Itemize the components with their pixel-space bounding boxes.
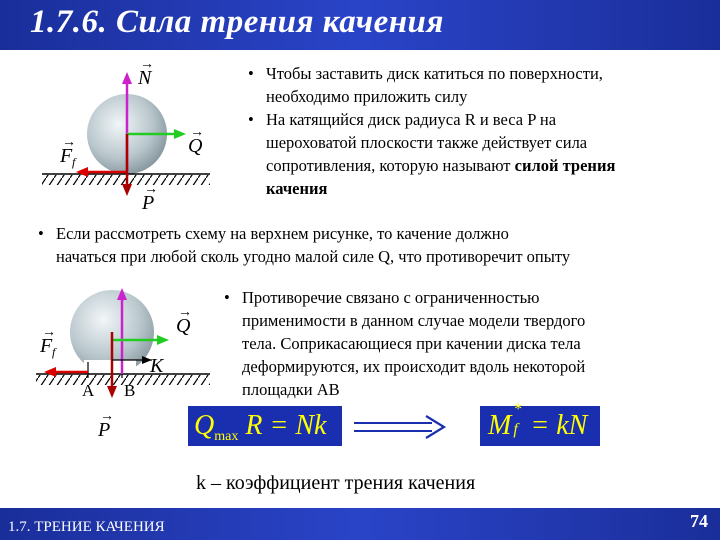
bullet-2-line2: шероховатой плоскости также действует сила [266,133,588,152]
label-b-bottom: B [124,381,136,400]
formula-right-m: M [488,410,512,441]
implication-arrow [352,414,452,440]
svg-text:→: → [190,125,204,140]
label-q-bottom: Q [176,315,191,337]
label-k-bottom: K [150,355,164,377]
formula-right [480,401,600,446]
formula-left [188,406,342,446]
formula-left-q: Q [194,410,215,441]
bullet-2-line3: сопротивления, которую называют [266,156,511,175]
footer-section: 1.7. ТРЕНИЕ КАЧЕНИЯ [8,519,165,535]
slide-title: 1.7.6. Сила трения качения [30,4,444,40]
label-f-sub-top: f [72,155,76,169]
title-bar [0,0,720,50]
disk-diagram-top [30,58,230,216]
svg-text:→: → [42,325,56,340]
bullet-2-line3-bold: силой трения [514,156,616,175]
label-n-top: N [138,67,152,89]
svg-text:→: → [140,58,154,72]
label-f-bottom: F [40,335,53,357]
footer-bar [0,508,720,540]
svg-text:→: → [178,305,192,320]
bullet-right-line3: тела. Соприкасающиеся при качении диска тела [242,334,581,353]
label-a-bottom: A [82,381,95,400]
bullet-1-line1: Чтобы заставить диск катиться по поверхности, [266,64,603,83]
svg-text:→: → [144,182,158,197]
bullets-top: • Чтобы заставить диск катиться по поверхности, необходимо приложить силу • На катящийся диск радиуса R и веса P на шероховатой плоскости также действует сила сопротивления, которую называют силой трения качения [248,62,718,200]
bullet-mid: • Если рассмотреть схему на верхнем рисунке, то качение должно начаться при любой сколь угодно малой силе Q, что противоречит опыту [38,222,718,268]
label-p-bottom: P [98,419,111,441]
bullet-mid-line2: начаться при любой сколь угодно малой силе Q, что противоречит опыту [56,247,571,266]
bullet-right-line1: Противоречие связано с ограниченностью [242,288,540,307]
label-q-top: Q [188,135,203,157]
svg-text:→: → [100,409,114,424]
bullet-2-line1: На катящийся диск радиуса R и веса P на [266,110,557,129]
formula-left-rest: R = Nk [238,410,327,441]
ground-hatch-bottom [36,375,210,385]
label-f-top: F [60,145,73,167]
formula-right-rest: = kN [523,410,588,441]
formula-left-sub: max [214,429,239,444]
page-number: 74 [690,511,708,531]
label-f-sub-bottom: f [52,345,56,359]
bullet-right: • Противоречие связано с ограниченностью применимости в данном случае модели твердого тела. Соприкасающиеся при качении диска тела деформируются, их происходит вдоль некоторой площадки AB [224,286,718,401]
svg-text:→: → [62,135,76,150]
bullet-right-line2: применимости в данном случае модели твердого [242,311,586,330]
formula-right-sub: f [513,421,518,438]
bullet-2-line4: качения [266,179,328,198]
bullet-right-line5: площадки AB [242,380,340,399]
bullet-1-line2: необходимо приложить силу [266,87,468,106]
coefficient-line: k – коэффициент трения качения [196,472,476,494]
formula-right-sup: * [513,401,522,418]
label-p-top: P [142,192,155,214]
bullet-mid-line1: Если рассмотреть схему на верхнем рисунке, то качение должно [56,224,509,243]
bullet-right-line4: деформируются, их происходит вдоль некоторой [242,357,586,376]
